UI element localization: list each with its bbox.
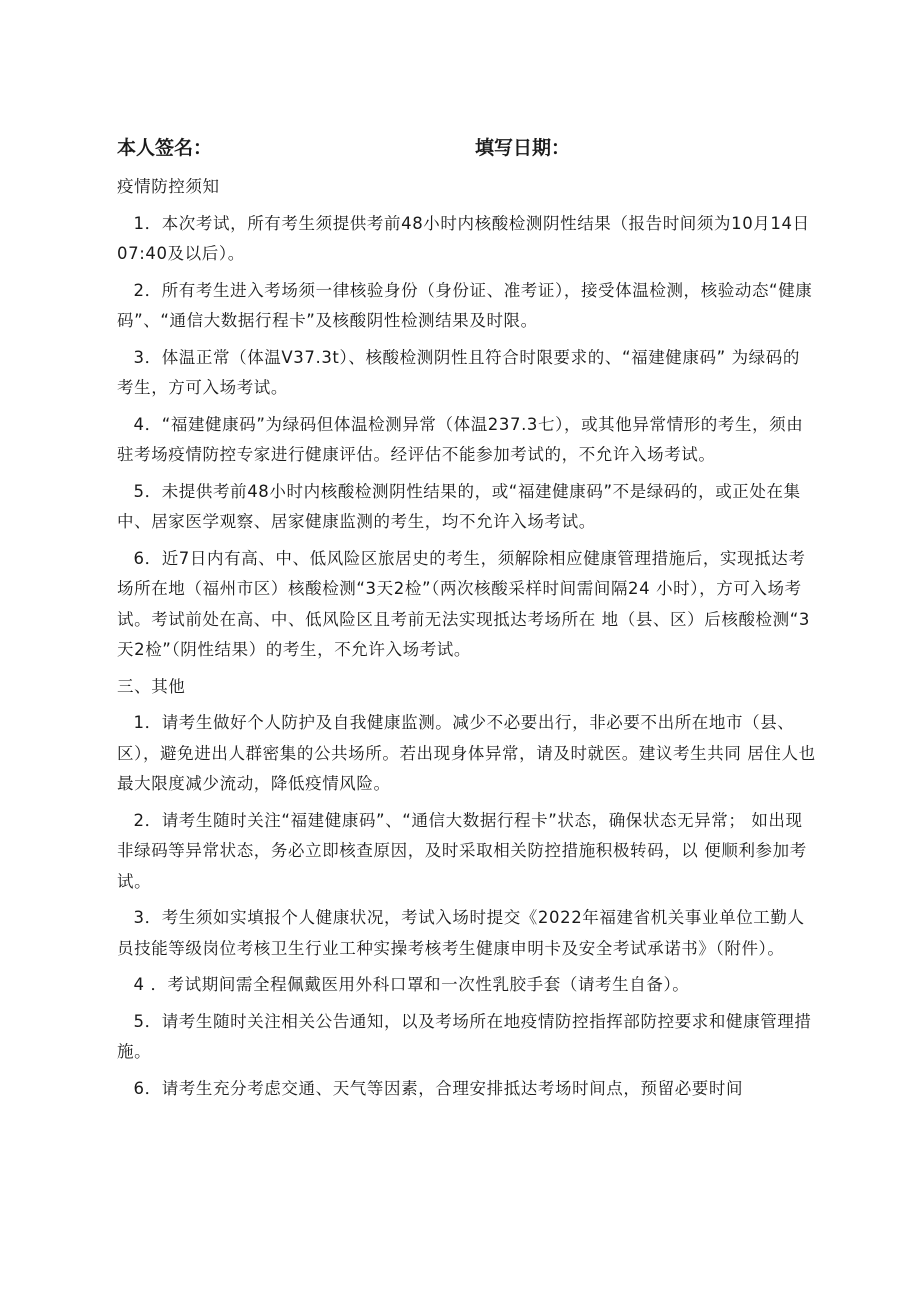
- other-section-title: 三、其他: [117, 676, 186, 696]
- epidemic-item-5: 5．未提供考前48小时内核酸检测阴性结果的，或“福建健康码”不是绿码的，或正处在集中、居家医学观察、居家健康监测的考生，均不允许入场考试。: [117, 481, 801, 531]
- other-item-1: 1．请考生做好个人防护及自我健康监测。减少不必要出行，非必要不出所在地市（县、 区），避免进出人群密集的公共场所。若出现身体异常，请及时就医。建议考生共同 居住人也最大限度减少流动，降低疫情风险。: [117, 713, 816, 793]
- epidemic-section-title: 疫情防控须知: [117, 177, 220, 196]
- other-item-2: 2．请考生随时关注“福建健康码”、“通信大数据行程卡”状态，确保状态无异常； 如出现非绿码等异常状态，务必立即核查原因，及时采取相关防控措施积极转码，以 便顺利参加考试。: [117, 810, 807, 891]
- epidemic-item-3: 3．体温正常（体温V37.3t）、核酸检测阴性且符合时限要求的、“福建健康码” 为绿码的考生，方可入场考试。: [117, 347, 800, 397]
- signature-row: [117, 134, 817, 162]
- other-item-3: 3．考生须如实填报个人健康状况，考试入场时提交《2022年福建省机关事业单位工勤人员技能等级岗位考核卫生行业工种实操考核考生健康申明卡及安全考试承诺书》（附件）。: [117, 908, 805, 958]
- other-item-6: 6．请考生充分考虑交通、天气等因素，合理安排抵达考场时间点，预留必要时间: [133, 1078, 744, 1098]
- epidemic-item-2: 2．所有考生进入考场须一律核验身份（身份证、准考证），接受体温检测，核验动态“健康码”、“通信大数据行程卡”及核酸阴性检测结果及时限。: [117, 280, 813, 330]
- epidemic-item-6: 6．近7日内有高、中、低风险区旅居史的考生，须解除相应健康管理措施后，实现抵达考场所在地（福州市区）核酸检测“3天2检”（两次核酸采样时间需间隔24 小时），方可入场考试。考试前处在高、中、低风险区且考前无法实现抵达考场所在 地（县、区）后核酸检测“3天2检”（阴性结果）的考生，不允许入场考试。: [117, 548, 810, 659]
- signature-label: 本人签名：: [117, 137, 213, 159]
- document-body: [117, 172, 817, 1110]
- other-item-4: 4 ．考试期间需全程佩戴医用外科口罩和一次性乳胶手套（请考生自备）。: [133, 975, 690, 994]
- date-label: 填写日期：: [475, 137, 571, 159]
- epidemic-item-4: 4．“福建健康码”为绿码但体温检测异常（体温237.3七），或其他异常情形的考生，须由驻考场疫情防控专家进行健康评估。经评估不能参加考试的，不允许入场考试。: [117, 414, 804, 464]
- epidemic-item-1: 1．本次考试，所有考生须提供考前48小时内核酸检测阴性结果（报告时间须为10月14日07:40及以后）。: [117, 213, 810, 263]
- other-item-5: 5．请考生随时关注相关公告通知，以及考场所在地疫情防控指挥部防控要求和健康管理措施。: [117, 1011, 812, 1061]
